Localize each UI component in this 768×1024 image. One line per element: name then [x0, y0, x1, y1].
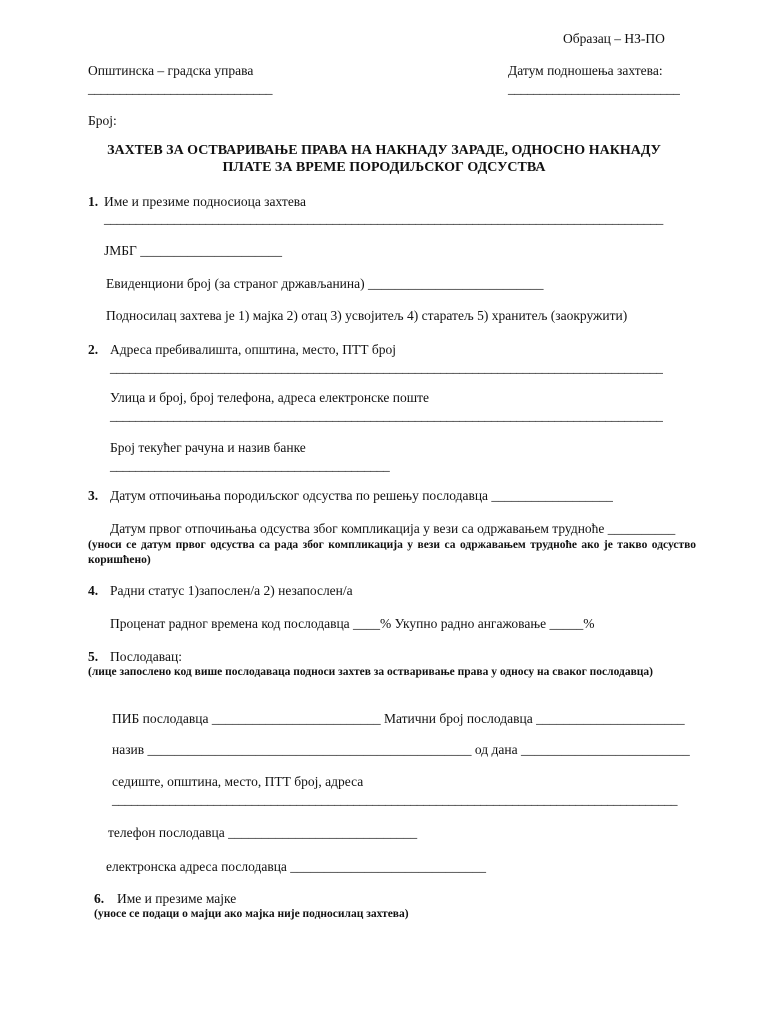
submitter-role-options[interactable]: Подносилац захтева је 1) мајка 2) отац 3) усвојитељ 4) старатељ 5) хранитељ (заокружити) — [106, 308, 628, 323]
employer-name-field[interactable]: назив ________________________________________________ од дана _________________________ — [112, 742, 690, 757]
employer-phone-field[interactable]: телефон послодавца ____________________________ — [108, 825, 418, 840]
employer-ids-fields[interactable]: ПИБ послодавца _________________________ Матични број послодавца ______________________ — [112, 711, 685, 726]
maternity-start-field[interactable]: Датум отпочињања породиљског одсуства по решењу послодавца __________________ — [110, 488, 613, 503]
registration-number-field[interactable]: Евиденциони број (за страног држављанина) __________________________ — [106, 276, 544, 291]
employer-seat-label: седиште, општина, место, ПТТ број, адреса — [112, 774, 364, 789]
bank-account-label: Број текућег рачуна и назив банке — [110, 440, 306, 455]
street-phone-email-label: Улица и број, број телефона, адреса електронске поште — [110, 390, 429, 405]
mother-name-label: Име и презиме мајке — [117, 891, 237, 906]
street-phone-email-field[interactable]: _______________________________________________________________________________________ — [110, 408, 663, 423]
address-label: Адреса пребивалишта, општина, место, ПТТ број — [110, 342, 397, 357]
section-5-number: 5. — [88, 649, 99, 664]
applicant-name-field[interactable]: ________________________________________________________________________________________ — [104, 211, 663, 226]
form-title-line-2: ПЛАТЕ ЗА ВРЕМЕ ПОРОДИЉСКОГ ОДСУСТВА — [222, 160, 546, 175]
applicant-name-label: Име и презиме подносиоца захтева — [104, 194, 306, 209]
authority-label: Општинска – градска управа — [88, 63, 254, 78]
section-3-number: 3. — [88, 488, 99, 503]
work-percentage-fields[interactable]: Проценат радног времена код послодавца ____% Укупно радно ангажовање _____% — [110, 616, 595, 631]
submission-date-field[interactable]: ___________________________ — [508, 81, 680, 96]
employer-email-field[interactable]: електронска адреса послодавца _____________________________ — [106, 859, 487, 874]
first-absence-date-field[interactable]: Датум првог отпочињања одсуства због компликација у вези са одржавањем трудноће __________ — [110, 521, 676, 536]
first-absence-note: (уноси се датум првог одсуства са рада због компликација у вези са одржавањем трудноће ако је такво одсуство коришћено) — [88, 539, 696, 566]
employer-seat-field[interactable]: _________________________________________________________________________________________ — [112, 792, 678, 807]
form-title-line-1: ЗАХТЕВ ЗА ОСТВАРИВАЊЕ ПРАВА НА НАКНАДУ ЗАРАДЕ, ОДНОСНО НАКНАДУ — [107, 143, 661, 158]
section-4-number: 4. — [88, 583, 99, 598]
address-field[interactable]: _______________________________________________________________________________________ — [110, 360, 663, 375]
employer-note: (лице запослено код више послодаваца подноси захтев за остваривање права у односу на сваког послодавца) — [88, 666, 654, 678]
employment-status-options[interactable]: Радни статус 1)запослен/а 2) незапослен/а — [110, 583, 353, 598]
form-code: Образац – НЗ-ПО — [563, 31, 665, 46]
bank-account-field[interactable]: ____________________________________________ — [110, 458, 390, 473]
submission-date-label: Датум подношења захтева: — [508, 63, 663, 78]
employer-label: Послодавац: — [110, 649, 182, 664]
section-2-number: 2. — [88, 342, 99, 357]
number-label: Број: — [88, 113, 117, 128]
jmbg-field[interactable]: ЈМБГ _____________________ — [104, 243, 282, 258]
section-6-number: 6. — [94, 891, 105, 906]
authority-field[interactable]: _____________________________ — [88, 81, 273, 96]
mother-note: (уносе се подаци о мајци ако мајка није подносилац захтева) — [94, 908, 409, 920]
section-1-number: 1. — [88, 194, 99, 209]
